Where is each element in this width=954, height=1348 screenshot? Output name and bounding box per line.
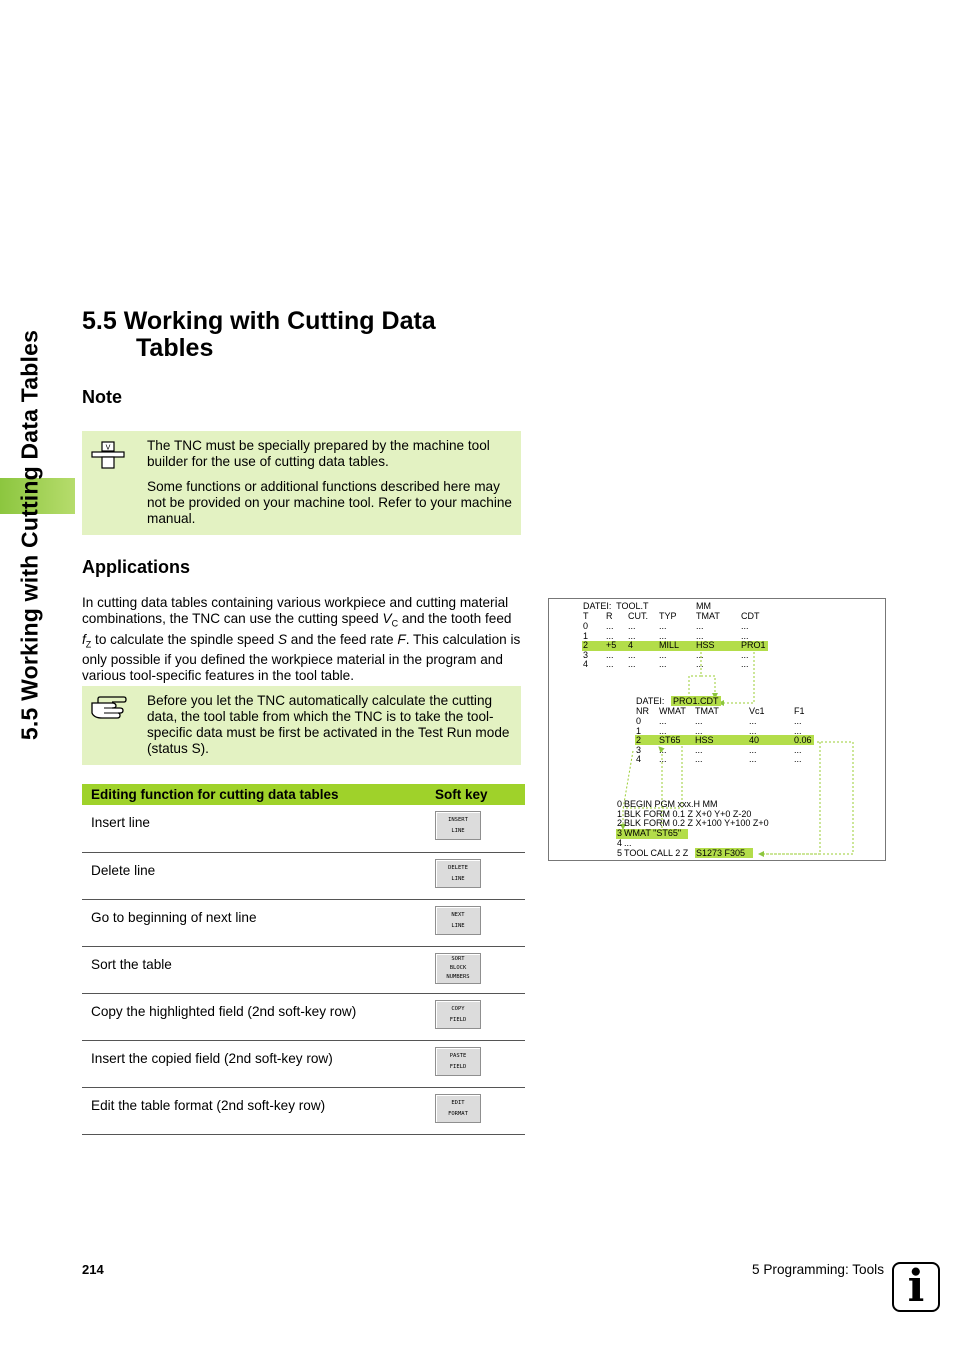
section-title-line1: 5.5 Working with Cutting Data: [82, 307, 436, 335]
softkey-cell: [435, 805, 525, 852]
softkey-delete-line[interactable]: [435, 859, 481, 888]
tool-table-cell: ...: [659, 630, 667, 641]
function-label: Insert line: [82, 805, 435, 852]
softkey-label: LINE: [451, 828, 465, 834]
program-line-number: 1: [617, 808, 623, 819]
table-row: [82, 899, 525, 946]
program-line-number: 3: [617, 828, 623, 839]
softkey-paste-field[interactable]: [435, 1047, 481, 1076]
note-heading: Note: [82, 387, 122, 407]
table-row: [82, 993, 525, 1040]
cutting-data-diagram: [548, 598, 886, 861]
editing-functions-table: [82, 784, 525, 1135]
softkey-label: COPY: [451, 1005, 465, 1012]
function-label: Go to beginning of next line: [82, 899, 435, 946]
cut-table-cell: ...: [695, 716, 703, 726]
softkey-label: SORT: [451, 956, 465, 963]
table-header-row: [82, 784, 525, 805]
header-function: Editing function for cutting data tables: [82, 784, 435, 805]
tool-table-cell: 0: [583, 621, 589, 631]
tool-table-cell: +5: [606, 640, 617, 651]
tool-table-cell: ...: [741, 659, 749, 670]
softkey-label: LINE: [451, 922, 465, 929]
cut-table-cell: 4: [636, 754, 642, 765]
softkey-label: INSERT: [448, 817, 468, 823]
cut-table-header: TMAT: [695, 706, 719, 716]
note-box: [82, 431, 521, 535]
softkey-label: FIELD: [449, 1016, 467, 1023]
table-row: [82, 1087, 525, 1134]
function-label: Delete line: [82, 852, 435, 899]
cut-table-cell: 0.06: [794, 735, 812, 746]
softkey-insert-line[interactable]: [435, 811, 481, 840]
program-line-text: BLK FORM 0.2 Z X+100 Y+100 Z+0: [624, 818, 769, 829]
tool-table-cell: 3: [583, 649, 589, 660]
program-line-number: 0: [617, 799, 623, 809]
program-line-extra: S1273 F305: [696, 847, 746, 858]
cut-table-cell: HSS: [695, 735, 714, 746]
cut-table-cell: 40: [749, 735, 760, 746]
tool-table-cell: 4: [628, 640, 634, 651]
cut-table-cell: ...: [695, 744, 703, 755]
cut-table-cell: ...: [794, 716, 802, 726]
function-label: Edit the table format (2nd soft-key row): [82, 1087, 435, 1134]
tool-table-cell: 2: [583, 640, 589, 651]
cut-table-cell: ...: [695, 725, 703, 736]
tool-table-header: CDT: [741, 611, 760, 621]
softkey-label: EDIT: [451, 1099, 465, 1106]
tool-table-cell: ...: [606, 630, 614, 641]
softkey-label: LINE: [451, 875, 465, 882]
cut-table-cell: 0: [636, 716, 642, 726]
tool-table-cell: ...: [696, 630, 704, 641]
softkey-sort-block-numbers[interactable]: [435, 953, 481, 984]
tool-table-cell: ...: [696, 621, 704, 631]
pointing-hand-icon: [90, 695, 128, 721]
program-line-text: TOOL CALL 2 Z: [624, 847, 689, 858]
cut-table-cell: ...: [794, 725, 802, 736]
program-line-text: BEGIN PGM xxx.H MM: [624, 799, 718, 809]
tool-table-cell: ...: [659, 659, 667, 670]
cut-table-cell: ...: [695, 754, 703, 765]
cut-table-header: Vc1: [749, 706, 765, 716]
cut-table-cell: ...: [749, 716, 757, 726]
softkey-label: FIELD: [449, 1063, 467, 1070]
cut-table-header: F1: [794, 706, 805, 716]
tool-table-header: R: [606, 611, 613, 621]
cut-table-cell: ...: [659, 744, 667, 755]
tool-table-header: T: [583, 611, 589, 621]
tool-table-cell: ...: [606, 621, 614, 631]
cut-table-cell: ...: [794, 754, 802, 765]
cut-table-cell: ...: [749, 725, 757, 736]
softkey-label: NEXT: [451, 911, 465, 918]
tool-table-cell: ...: [628, 621, 636, 631]
program-line-text: WMAT "ST65": [624, 828, 682, 839]
softkey-cell: [435, 993, 525, 1040]
softkey-cell: [435, 852, 525, 899]
side-chapter-title: 5.5 Working with Cutting Data Tables: [16, 329, 43, 741]
function-label: Insert the copied field (2nd soft-key row): [82, 1040, 435, 1087]
page-number: 214: [82, 1262, 104, 1277]
cut-table-cell: 3: [636, 744, 642, 755]
tool-table-cell: HSS: [696, 640, 715, 651]
tool-table-cell: ...: [659, 621, 667, 631]
cut-table-cell: ...: [659, 716, 667, 726]
table-row: [82, 805, 525, 852]
softkey-next-line[interactable]: [435, 906, 481, 935]
table-row: [82, 946, 525, 993]
softkey-label: PASTE: [449, 1052, 467, 1059]
table-row: [82, 1040, 525, 1087]
tip-text: Before you let the TNC automatically calculate the cutting data, the tool table from which the TNC is to take the tool-specific data must be first be activated in the Test Run mode (status S).: [147, 693, 510, 756]
tip-box: [82, 686, 521, 765]
tool-table-cell: ...: [659, 649, 667, 660]
tool-table-header: TMAT: [696, 611, 720, 621]
program-line-number: 4: [617, 837, 623, 848]
cut-table-header: NR: [636, 706, 649, 716]
cut-table-file: PRO1.CDT: [673, 696, 719, 706]
softkey-label: FORMAT: [448, 1110, 468, 1117]
info-icon: i: [892, 1262, 940, 1312]
applications-paragraph: In cutting data tables containing various workpiece and cutting material combinations, the TNC can use the cutting speed $V_C$ and the tooth feed $f_Z$ to calculate the spindle speed S and the feed rate F. This calculation is only possible if you defined the workpiece material in the program and various tool-specific features in the tool table.: [82, 595, 521, 684]
program-line-text: ...: [624, 837, 632, 848]
softkey-label: BLOCK: [449, 965, 467, 971]
section-title-line2: Tables: [136, 334, 214, 362]
softkey-label: NUMBERS: [446, 973, 470, 980]
program-line-number: 2: [617, 818, 623, 829]
softkey-cell: [435, 899, 525, 946]
softkey-copy-field[interactable]: [435, 1000, 481, 1029]
tool-table-cell: ...: [628, 630, 636, 641]
tool-table-cell: ...: [696, 649, 704, 660]
tool-table-cell: ...: [628, 659, 636, 670]
program-line-number: 5: [617, 847, 623, 858]
cut-table-title: DATEI:: [636, 696, 665, 706]
tool-table-header: CUT.: [628, 611, 648, 621]
tool-table-cell: 1: [583, 630, 589, 641]
tool-table-header: TYP: [659, 611, 677, 621]
header-softkey: Soft key: [435, 784, 525, 805]
softkey-cell: [435, 1040, 525, 1087]
tool-table-cell: ...: [741, 649, 749, 660]
softkey-cell: [435, 1087, 525, 1134]
cut-table-header: WMAT: [659, 706, 686, 716]
note-text-2: Some functions or additional functions described here may not be provided on your machine tool. Refer to your machine manual.: [147, 479, 512, 526]
machine-icon: [91, 441, 125, 469]
tool-table-title: DATEI: TOOL.T: [583, 601, 649, 611]
tool-table-cell: ...: [741, 630, 749, 641]
applications-heading: Applications: [82, 557, 191, 577]
cut-table-cell: ...: [794, 744, 802, 755]
softkey-cell: [435, 946, 525, 993]
program-line-text: BLK FORM 0.1 Z X+0 Y+0 Z-20: [624, 808, 752, 819]
table-row: [82, 852, 525, 899]
softkey-label: DELETE: [448, 864, 468, 871]
section-title: [82, 308, 522, 362]
svg-text:V: V: [105, 443, 111, 452]
tool-table-cell: ...: [741, 621, 749, 631]
tool-table-unit: MM: [696, 601, 711, 611]
function-label: Sort the table: [82, 946, 435, 993]
tool-table-cell: MILL: [659, 640, 680, 651]
function-label: Copy the highlighted field (2nd soft-key row): [82, 993, 435, 1040]
cut-table-cell: ...: [749, 754, 757, 765]
tool-table-cell: ...: [696, 659, 704, 670]
tool-table-cell: PRO1: [741, 640, 766, 651]
softkey-edit-format[interactable]: [435, 1094, 481, 1123]
cut-table-cell: 1: [636, 725, 642, 736]
cut-table-cell: ST65: [659, 735, 681, 746]
cut-table-cell: ...: [749, 744, 757, 755]
tool-table-cell: 4: [583, 659, 589, 670]
cut-table-cell: 2: [636, 735, 642, 746]
note-text-1: The TNC must be specially prepared by the machine tool builder for the use of cutting data tables.: [147, 438, 490, 469]
tool-table-cell: ...: [628, 649, 636, 660]
tool-table-cell: ...: [606, 649, 614, 660]
cut-table-cell: ...: [659, 754, 667, 765]
tool-table-cell: ...: [606, 659, 614, 670]
chapter-label: 5 Programming: Tools: [752, 1262, 884, 1277]
cut-table-cell: ...: [659, 725, 667, 736]
